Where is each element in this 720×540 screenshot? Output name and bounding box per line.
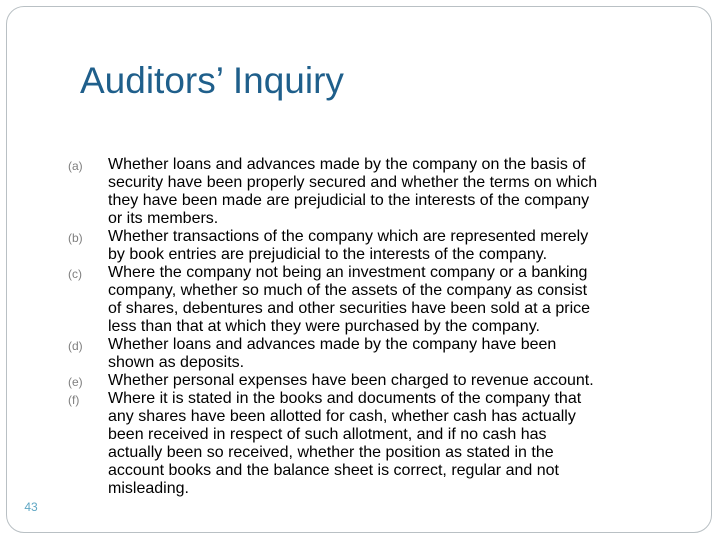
text-line: Where the company not being an investment company or a banking bbox=[108, 264, 588, 281]
text-line: of shares, debentures and other securities have been sold at a price bbox=[108, 300, 591, 317]
text-line: less than that at which they were purchased by the company. bbox=[108, 318, 540, 335]
text-line: security have been properly secured and whether the terms on which bbox=[108, 174, 598, 191]
slide-title: Auditors’ Inquiry bbox=[80, 60, 344, 101]
text-line: Whether transactions of the company which are represented merely bbox=[108, 228, 589, 245]
text-line: any shares have been allotted for cash, whether cash has actually bbox=[108, 408, 576, 425]
inquiry-list bbox=[68, 156, 668, 498]
list-marker: (c) bbox=[68, 267, 82, 281]
list-marker: (f) bbox=[68, 393, 80, 407]
list-item-text bbox=[108, 336, 668, 372]
text-line: Whether loans and advances made by the company have been bbox=[108, 336, 557, 353]
text-line: by book entries are prejudicial to the interests of the company. bbox=[108, 246, 548, 263]
text-line: account books and the balance sheet is correct, regular and not bbox=[108, 462, 559, 479]
text-line: they have been made are prejudicial to the interests of the company bbox=[108, 192, 590, 209]
slide-number: 43 bbox=[24, 500, 38, 514]
text-line: Where it is stated in the books and documents of the company that bbox=[108, 390, 582, 407]
text-line: Whether loans and advances made by the company on the basis of bbox=[108, 156, 586, 173]
list-item bbox=[68, 372, 668, 390]
list-item-text bbox=[108, 156, 668, 228]
list-marker: (d) bbox=[68, 339, 83, 353]
text-line: company, whether so much of the assets of the company as consist bbox=[108, 282, 588, 299]
list-item-text bbox=[108, 390, 668, 498]
text-line: misleading. bbox=[108, 480, 189, 497]
list-marker: (e) bbox=[68, 375, 83, 389]
text-line: been received in respect of such allotment, and if no cash has bbox=[108, 426, 547, 443]
list-item-text bbox=[108, 372, 668, 390]
list-marker: (b) bbox=[68, 231, 83, 245]
list-item bbox=[68, 228, 668, 264]
list-item-text bbox=[108, 264, 668, 336]
list-item bbox=[68, 264, 668, 336]
list-item bbox=[68, 390, 668, 498]
list-item-text bbox=[108, 228, 668, 264]
text-line: or its members. bbox=[108, 210, 219, 227]
text-line: Whether personal expenses have been charged to revenue account. bbox=[108, 372, 594, 389]
list-item bbox=[68, 156, 668, 228]
list-item bbox=[68, 336, 668, 372]
text-line: actually been so received, whether the position as stated in the bbox=[108, 444, 554, 461]
text-line: shown as deposits. bbox=[108, 354, 245, 371]
list-marker: (a) bbox=[68, 159, 83, 173]
